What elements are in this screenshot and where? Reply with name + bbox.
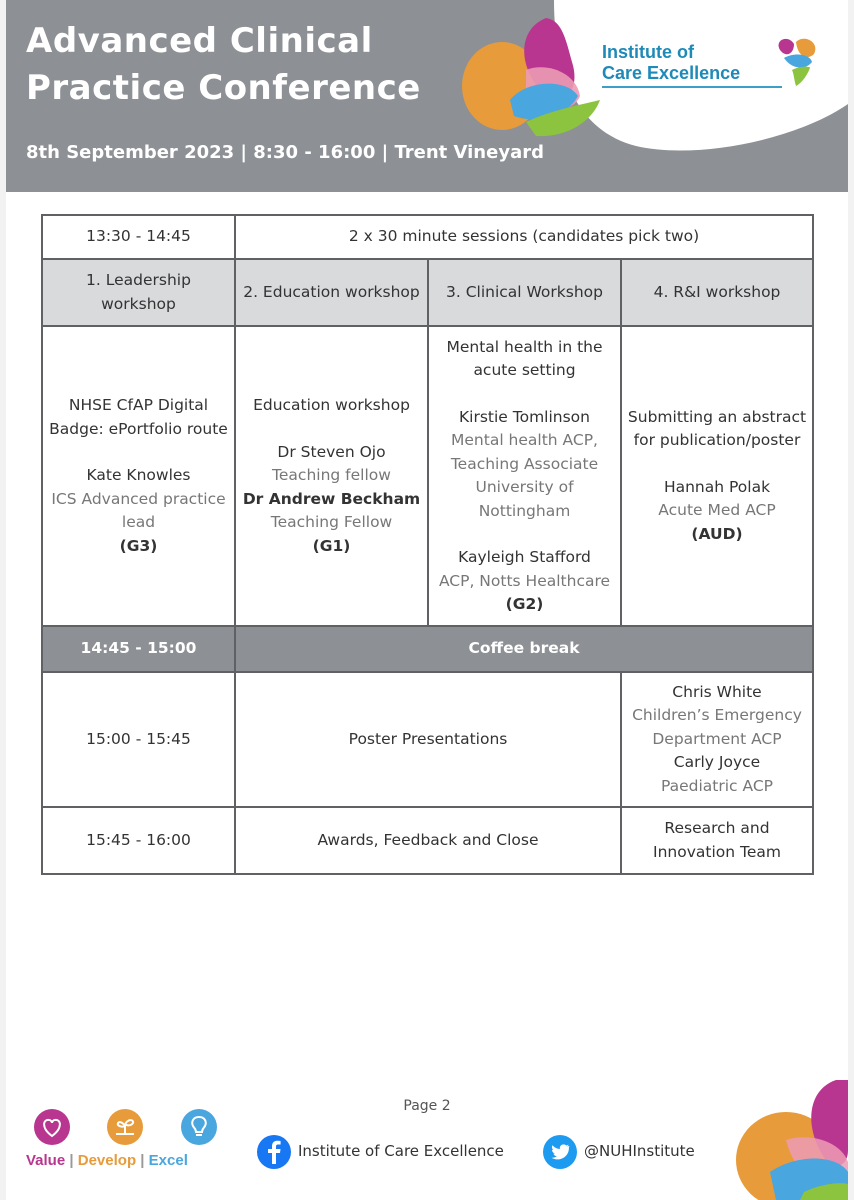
speaker-role: Teaching fellow	[272, 466, 391, 484]
logo-text-line-1: Institute of	[602, 42, 694, 62]
develop-seedling-icon	[106, 1108, 144, 1146]
conference-subtitle: 8th September 2023 | 8:30 - 16:00 | Trent Vineyard	[26, 142, 544, 163]
speaker-role: Acute Med ACP	[658, 501, 776, 520]
session-title: Education workshop	[253, 396, 410, 414]
tagline-value: Value	[26, 1152, 66, 1169]
schedule-table	[41, 214, 814, 875]
room-label: (G1)	[312, 536, 351, 555]
values-tagline	[26, 1152, 188, 1169]
table-row	[42, 626, 813, 672]
table-row	[42, 326, 813, 626]
institute-logo-text	[602, 42, 740, 84]
table-row	[42, 807, 813, 874]
close-label: Awards, Feedback and Close	[235, 807, 621, 874]
team-label: Research and Innovation Team	[621, 807, 813, 874]
tagline-separator: |	[69, 1152, 74, 1169]
facebook-link[interactable]: Institute of Care Excellence	[298, 1142, 504, 1160]
facebook-icon[interactable]	[256, 1134, 292, 1170]
session-cell-ri	[621, 326, 813, 626]
room-label: (G2)	[505, 595, 544, 613]
heart-logo-icon	[774, 36, 824, 88]
session-title: Mental health in the acute setting	[446, 337, 603, 379]
speaker-role: Teaching Fellow	[270, 513, 393, 531]
speaker-role: Paediatric ACP	[660, 776, 774, 795]
posters-speakers-cell	[621, 672, 813, 807]
table-row	[42, 259, 813, 326]
room-label: (G3)	[119, 536, 158, 555]
session-description: 2 x 30 minute sessions (candidates pick two)	[235, 215, 813, 259]
posters-label: Poster Presentations	[235, 672, 621, 807]
corner-logo-shapes	[726, 1080, 848, 1200]
title-line-2: Practice Conference	[26, 68, 421, 108]
twitter-icon[interactable]	[542, 1134, 578, 1170]
workshop-header-leadership: 1. Leadership workshop	[42, 259, 235, 326]
logo-text-line-2: Care Excellence	[602, 63, 741, 83]
session-cell-clinical	[428, 326, 621, 626]
room-label: (AUD)	[691, 524, 743, 543]
tagline-develop: Develop	[77, 1152, 137, 1169]
page-number: Page 2	[403, 1098, 451, 1114]
speaker-name: Chris White	[672, 682, 762, 701]
speaker-role: Children’s Emergency Department ACP	[632, 706, 802, 748]
logo-underline	[602, 86, 782, 88]
speaker-name: Hannah Polak	[663, 477, 771, 496]
speaker-role: Mental health ACP, Teaching Associate University of Nottingham	[450, 431, 599, 520]
time-cell: 13:30 - 14:45	[42, 215, 235, 259]
tagline-separator: |	[140, 1152, 145, 1169]
time-cell: 14:45 - 15:00	[42, 626, 235, 672]
table-row	[42, 215, 813, 259]
speaker-name: Dr Andrew Beckham	[242, 489, 421, 508]
page	[6, 0, 848, 1200]
session-cell-education	[235, 326, 428, 626]
table-row	[42, 672, 813, 807]
twitter-handle[interactable]: @NUHInstitute	[584, 1142, 695, 1160]
session-cell-leadership	[42, 326, 235, 626]
header-banner	[6, 0, 848, 192]
workshop-header-ri: 4. R&I workshop	[621, 259, 813, 326]
value-heart-icon	[33, 1108, 71, 1146]
speaker-name: Carly Joyce	[673, 753, 761, 772]
speaker-name: Kate Knowles	[86, 466, 191, 484]
speaker-role: ICS Advanced practice lead	[51, 489, 226, 531]
session-title: NHSE CfAP Digital Badge: ePortfolio route	[49, 396, 228, 438]
time-cell: 15:45 - 16:00	[42, 807, 235, 874]
speaker-name: Kirstie Tomlinson	[458, 407, 590, 426]
conference-title	[26, 18, 421, 112]
time-cell: 15:00 - 15:45	[42, 672, 235, 807]
workshop-header-education: 2. Education workshop	[235, 259, 428, 326]
excel-lightbulb-icon	[180, 1108, 218, 1146]
session-title: Submitting an abstract for publication/poster	[627, 407, 807, 450]
workshop-header-clinical: 3. Clinical Workshop	[428, 259, 621, 326]
break-label: Coffee break	[235, 626, 813, 672]
title-line-1: Advanced Clinical	[26, 21, 373, 61]
speaker-name: Kayleigh Stafford	[458, 548, 591, 566]
speaker-role: ACP, Notts Healthcare	[438, 571, 611, 590]
speaker-name: Dr Steven Ojo	[277, 442, 386, 461]
tagline-excel: Excel	[148, 1152, 188, 1169]
